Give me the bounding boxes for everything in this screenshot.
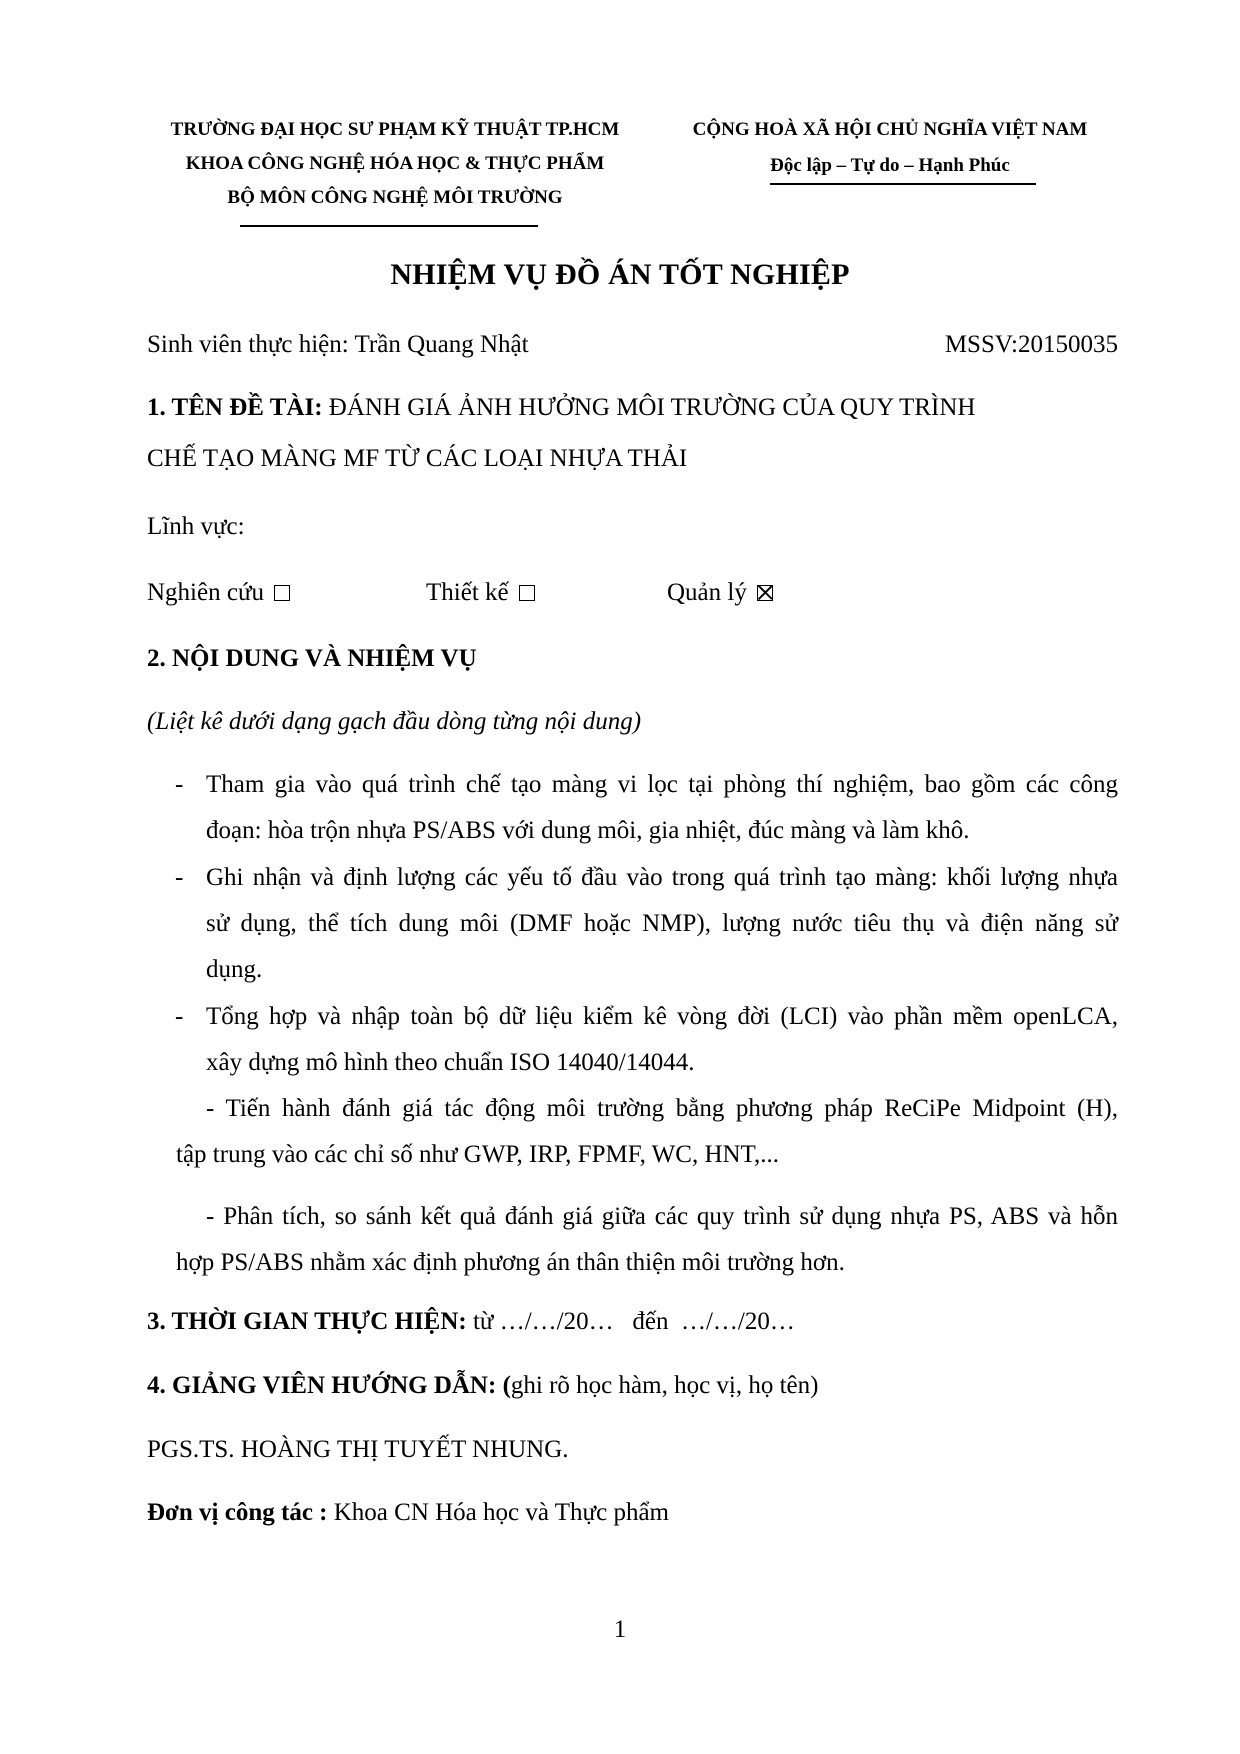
list-item xyxy=(176,1194,1118,1286)
list-item xyxy=(206,762,1118,854)
option-design-label: Thiết kế xyxy=(426,579,509,606)
national-motto: Độc lập – Tự do – Hạnh Phúc xyxy=(770,155,1010,176)
topic-title-1: ĐÁNH GIÁ ẢNH HƯỞNG MÔI TRƯỜNG CỦA QUY TRÌNH xyxy=(328,394,976,421)
list-item-line: - Tiến hành đánh giá tác động môi trường bằng phương pháp ReCiPe Midpoint (H), xyxy=(206,1095,1118,1122)
work-unit-label: Đơn vị công tác : xyxy=(147,1499,328,1526)
management-checkbox[interactable] xyxy=(757,585,773,601)
topic-label: 1. TÊN ĐỀ TÀI: xyxy=(147,394,323,421)
list-item-line: Tham gia vào quá trình chế tạo màng vi lọc tại phòng thí nghiệm, bao gồm các công xyxy=(206,771,1118,798)
page-number: 1 xyxy=(613,1616,627,1643)
section-4-label: 4. GIẢNG VIÊN HƯỚNG DẪN: ( xyxy=(147,1372,511,1399)
list-item-line: hợp PS/ABS nhằm xác định phương án thân thiện môi trường hơn. xyxy=(176,1249,845,1276)
list-item-line: Tổng hợp và nhập toàn bộ dữ liệu kiểm kê vòng đời (LCI) vào phần mềm openLCA, xyxy=(206,1003,1118,1030)
list-item xyxy=(206,994,1118,1086)
section-3 xyxy=(147,1306,795,1338)
list-item-line: xây dựng mô hình theo chuẩn ISO 14040/14044. xyxy=(206,1049,695,1076)
option-management[interactable] xyxy=(667,577,773,609)
bullet-dash: - xyxy=(175,1003,184,1030)
list-item xyxy=(206,855,1118,993)
list-item-line: - Phân tích, so sánh kết quả đánh giá giữa các quy trình sử dụng nhựa PS, ABS và hỗn xyxy=(206,1203,1118,1230)
student-id: MSSV:20150035 xyxy=(944,331,1118,358)
department-name: BỘ MÔN CÔNG NGHỆ MÔI TRƯỜNG xyxy=(227,187,563,208)
list-item-line: tập trung vào các chỉ số như GWP, IRP, FPMF, WC, HNT,... xyxy=(176,1141,779,1168)
section-2-heading: 2. NỘI DUNG VÀ NHIỆM VỤ xyxy=(147,645,477,672)
school-name: TRƯỜNG ĐẠI HỌC SƯ PHẠM KỸ THUẬT TP.HCM xyxy=(170,119,620,140)
topic-line-1 xyxy=(147,392,975,424)
work-unit-value: Khoa CN Hóa học và Thực phẩm xyxy=(333,1499,669,1526)
research-checkbox[interactable] xyxy=(274,585,290,601)
header-left-rule xyxy=(240,225,538,227)
list-item-line: sử dụng, thể tích dung môi (DMF hoặc NMP), lượng nước tiêu thụ và điện năng sử xyxy=(206,910,1118,937)
section-4 xyxy=(147,1370,818,1402)
list-item xyxy=(176,1086,1118,1178)
field-label: Lĩnh vực: xyxy=(147,513,245,540)
section-3-label: 3. THỜI GIAN THỰC HIỆN: xyxy=(147,1308,467,1335)
topic-title-2: CHẾ TẠO MÀNG MF TỪ CÁC LOẠI NHỰA THẢI xyxy=(147,445,688,472)
option-research[interactable] xyxy=(147,577,290,609)
student-name: Sinh viên thực hiện: Trần Quang Nhật xyxy=(147,331,529,358)
option-management-label: Quản lý xyxy=(667,579,747,606)
header-right-rule xyxy=(770,183,1036,185)
bullet-dash: - xyxy=(175,864,184,891)
list-item-line: Ghi nhận và định lượng các yếu tố đầu vào trong quá trình tạo màng: khối lượng nhựa xyxy=(206,864,1118,891)
section-3-value: từ …/…/20… đến …/…/20… xyxy=(472,1308,795,1335)
bullet-dash: - xyxy=(175,771,184,798)
list-item-line: đoạn: hòa trộn nhựa PS/ABS với dung môi, gia nhiệt, đúc màng và làm khô. xyxy=(206,817,970,844)
faculty-name: KHOA CÔNG NGHỆ HÓA HỌC & THỰC PHẨM xyxy=(185,153,605,174)
page-title: NHIỆM VỤ ĐỒ ÁN TỐT NGHIỆP xyxy=(390,258,850,291)
section-4-note: ghi rõ học hàm, học vị, họ tên) xyxy=(510,1372,819,1399)
supervisor-name: PGS.TS. HOÀNG THỊ TUYẾT NHUNG. xyxy=(147,1436,569,1463)
option-research-label: Nghiên cứu xyxy=(147,579,264,606)
section-2-note: (Liệt kê dưới dạng gạch đầu dòng từng nội dung) xyxy=(147,708,642,735)
list-item-line: dụng. xyxy=(206,956,263,983)
design-checkbox[interactable] xyxy=(519,585,535,601)
country-name: CỘNG HOÀ XÃ HỘI CHỦ NGHĨA VIỆT NAM xyxy=(692,119,1088,140)
option-design[interactable] xyxy=(426,577,535,609)
work-unit xyxy=(147,1497,669,1529)
